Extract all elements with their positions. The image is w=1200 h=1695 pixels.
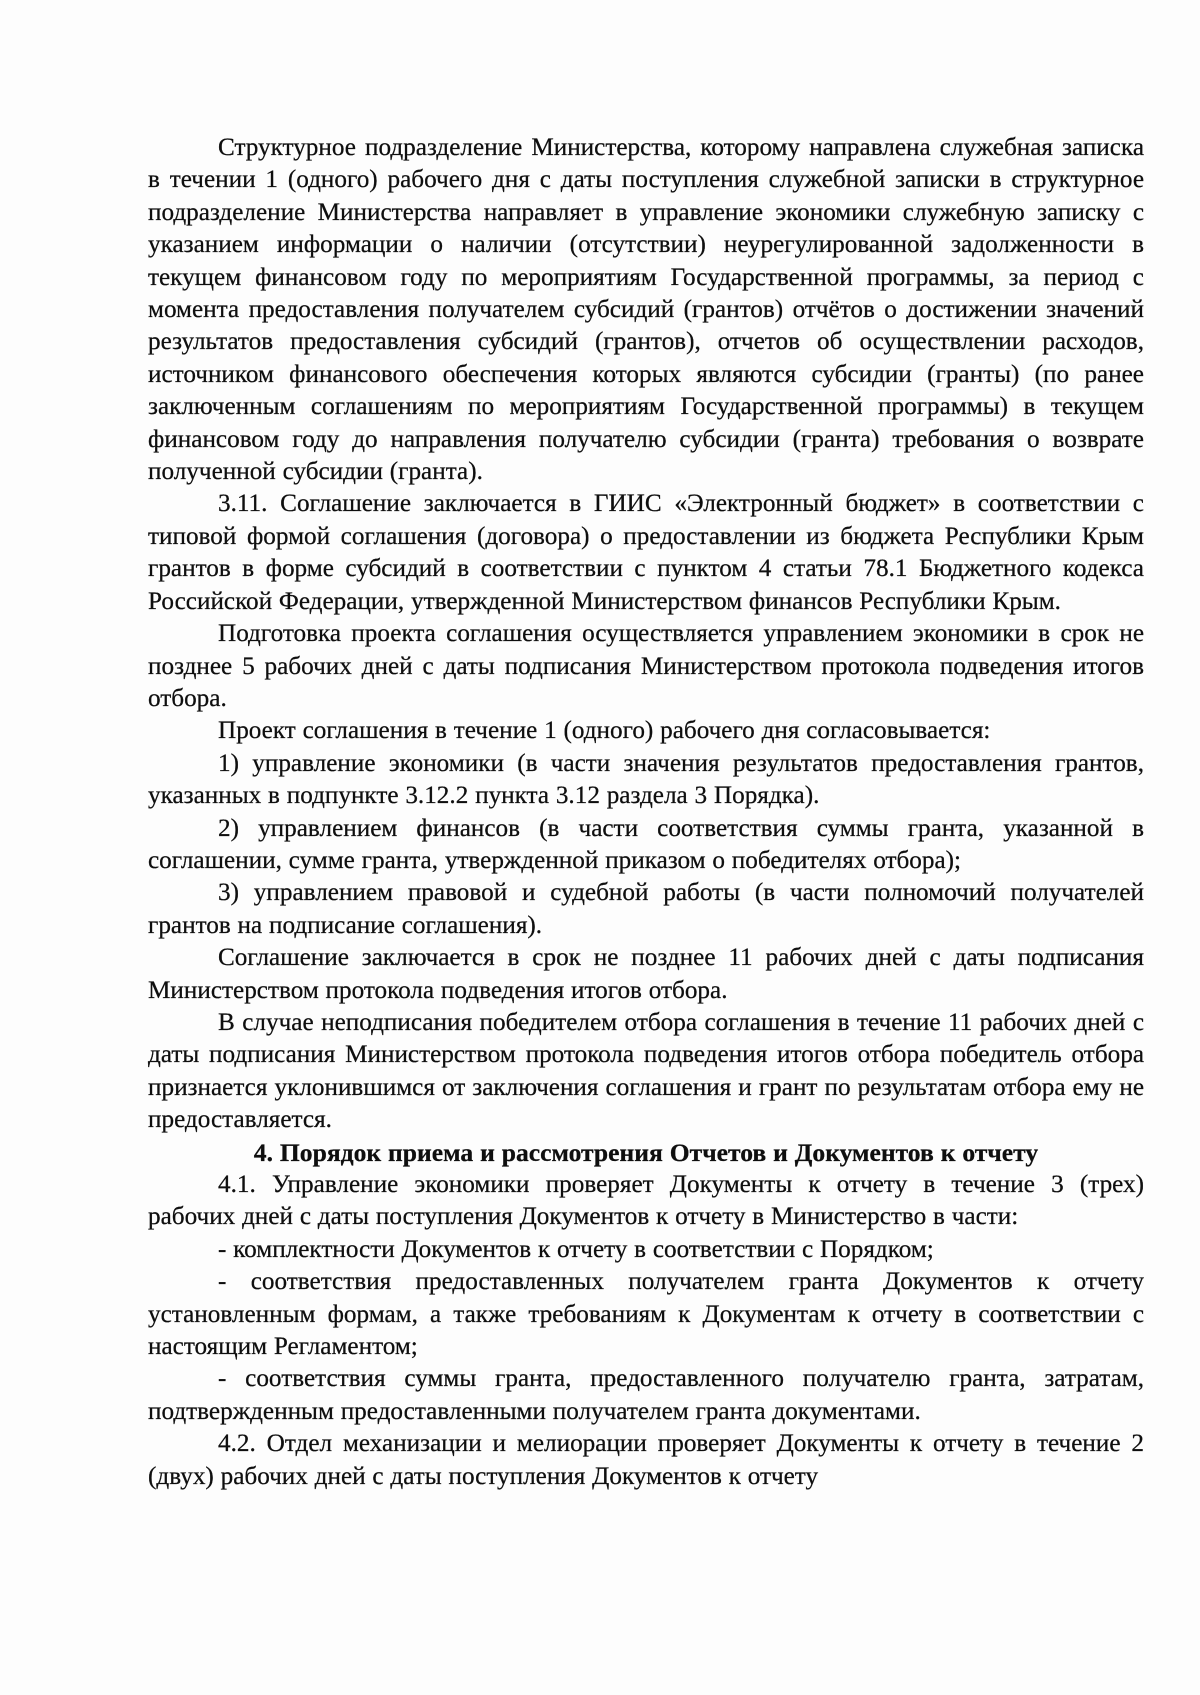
paragraph-refusal: В случае неподписания победителем отбора соглашения в течение 11 рабочих дней с даты подписания Министерством протокола подведения итогов отбора победитель отбора признается уклонившимся от заключения соглашения и грант по результатам отбора ему не предоставляется. [148,1008,1144,1134]
list-item-check-completeness: - комплектности Документов к отчету в соответствии с Порядком; [218,1235,934,1263]
list-item-approval-1: 1) управление экономики (в части значения результатов предоставления грантов, указанных в подпункте 3.12.2 пункта 3.12 раздела 3 Порядка). [148,749,1144,810]
list-item-check-forms: - соответствия предоставленных получателем гранта Документов к отчету установленным формам, а также требованиям к Документам к отчету в соответствии с настоящим Регламентом; [148,1268,1144,1361]
list-item-approval-3: 3) управлением правовой и судебной работы (в части полномочий получателей грантов на подписание соглашения). [148,879,1144,939]
document-body [148,132,1144,1493]
paragraph-conclusion-deadline: Соглашение заключается в срок не позднее 11 рабочих дней с даты подписания Министерством протокола подведения итогов отбора. [148,944,1144,1004]
paragraph-structural-unit: Структурное подразделение Министерства, которому направлена служебная записка в течении 1 (одного) рабочего дня с даты поступления служебной записки в структурное подразделение Министерства направляет в управление экономики служебную записку с указанием информации о наличии (отсутствии) неурегулированной задолженности в текущем финансовом году по мероприятиям Государственной программы, за период с момента предоставления получателем субсидий (грантов) отчётов о достижении значений результатов предоставления субсидий (грантов), отчетов об осуществлении расходов, источником финансового обеспечения которых являются субсидии (гранты) (по ранее заключенным соглашениям по мероприятиям Государственной программы) в текущем финансовом году до направления получателю субсидии (гранта) требования о возврате полученной субсидии (гранта). [148,134,1144,486]
paragraph-4-1: 4.1. Управление экономики проверяет Документы к отчету в течение 3 (трех) рабочих дней с даты поступления Документов к отчету в Министерство в части: [148,1171,1144,1231]
paragraph-3-11: 3.11. Соглашение заключается в ГИИС «Электронный бюджет» в соответствии с типовой формой соглашения (договора) о предоставлении из бюджета Республики Крым грантов в форме субсидий в соответствии с пунктом 4 статьи 78.1 Бюджетного кодекса Российской Федерации, утвержденной Министерством финансов Республики Крым. [148,490,1144,615]
paragraph-draft-preparation: Подготовка проекта соглашения осуществляется управлением экономики в срок не позднее 5 рабочих дней с даты подписания Министерством протокола подведения итогов отбора. [148,620,1144,712]
section-4-heading: 4. Порядок приема и рассмотрения Отчетов и Документов к отчету [253,1137,1039,1167]
paragraph-4-2: 4.2. Отдел механизации и мелиорации проверяет Документы к отчету в течение 2 (двух) рабочих дней с даты поступления Документов к отчету [148,1430,1144,1490]
list-item-check-amount: - соответствия суммы гранта, предоставленного получателю гранта, затратам, подтвержденным предоставленными получателем гранта документами. [148,1365,1144,1425]
page-bottom-edge [0,1680,1200,1695]
list-item-approval-2: 2) управлением финансов (в части соответствия суммы гранта, указанной в соглашении, сумме гранта, утвержденной приказом о победителях отбора); [148,814,1144,874]
paragraph-draft-approval: Проект соглашения в течение 1 (одного) рабочего дня согласовывается: [218,717,991,745]
